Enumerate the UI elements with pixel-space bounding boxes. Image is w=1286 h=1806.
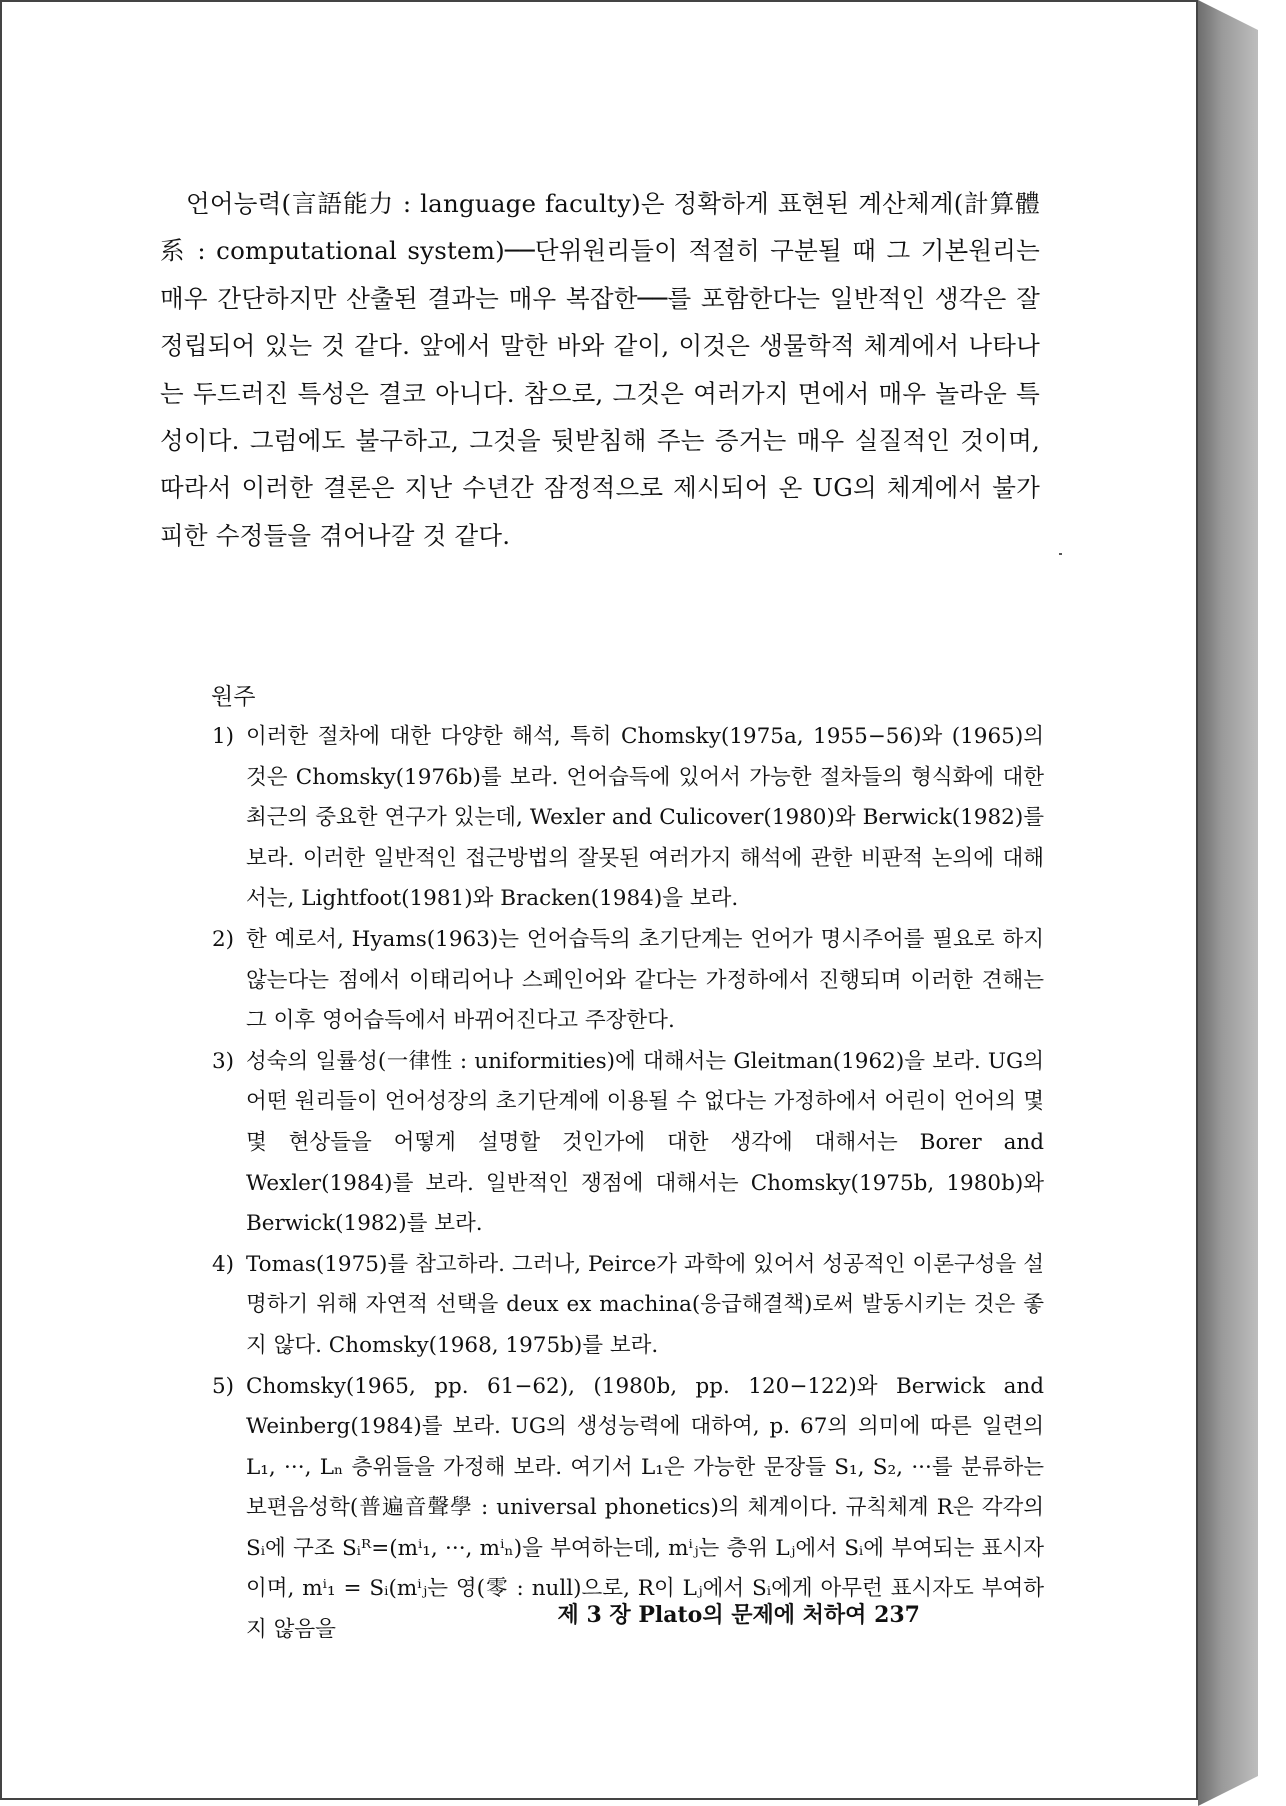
note-text: 이러한 절차에 대한 다양한 해석, 특히 Chomsky(1975a, 1955−56)와 (1965)의 것은 Chomsky(1976b)를 보라. 언어습득에 있어서 가능한 절차들의 형식화에 대한 최근의 중요한 연구가 있는데, Wexler and Culicover(1980)와 Berwick(1982)를 보라. 이러한 일반적인 접근방법의 잘못된 여러가지 해석에 관한 비판적 논의에 대해서는, Lightfoot(1981)와 Bracken(1984)을 보라. (246, 724, 1044, 912)
note-number: 4) (212, 1251, 235, 1277)
note-item (212, 717, 1044, 920)
note-text: 성숙의 일률성(一律性 : uniformities)에 대해서는 Gleitman(1962)을 보라. UG의 어떤 원리들이 언어성장의 초기단계에 이용될 수 없다는 가정하에서 어린이 언어의 몇몇 현상들을 어떻게 설명할 것인가에 대한 생각에 대해서는 Borer and Wexler(1984)를 보라. 일반적인 쟁점에 대해서는 Chomsky(1975b, 1980b)와 Berwick(1982)를 보라. (246, 1048, 1044, 1237)
note-number: 3) (212, 1048, 235, 1074)
note-number: 2) (212, 926, 235, 952)
page-footer: 제 3 장 Plato의 문제에 처하여 237 (557, 1602, 920, 1628)
note-item (212, 920, 1044, 1042)
note-text: 한 예로서, Hyams(1963)는 언어습득의 초기단계는 언어가 명시주어를 필요로 하지 않는다는 점에서 이태리어나 스페인어와 같다는 가정하에서 진행되며 이러한 견해는 그 이후 영어습득에서 바뀌어진다고 주장한다. (246, 926, 1044, 1034)
note-item (212, 1042, 1044, 1245)
notes-list (212, 717, 1044, 1651)
note-number: 5) (212, 1373, 235, 1399)
note-text: Chomsky(1965, pp. 61−62), (1980b, pp. 120−122)와 Berwick and Weinberg(1984)를 보라. UG의 생성능력에 대하여, p. 67의 의미에 따른 일련의 L₁, ···, Lₙ 층위들을 가정해 보라. 여기서 L₁은 가능한 문장들 S₁, S₂, ···를 분류하는 보편음성학(普遍音聲學 : universal phonetics)의 체계이다. 규칙체계 R은 각각의 Sᵢ에 구조 Sᵢᴿ=(mⁱ₁, ···, mⁱₙ)을 부여하는데, mⁱⱼ는 층위 Lⱼ에서 Sᵢ에 부여되는 표시자이며, mⁱ₁ = Sᵢ(mⁱⱼ는 영(零 : null)으로, R이 Lⱼ에서 Sᵢ에게 아무런 표시자도 부여하지 않음을 (246, 1373, 1044, 1643)
body-paragraph: 언어능력(言語能力 : language faculty)은 정확하게 표현된 계산체계(計算體系 : computational system)──단위원리들이 적절히 구분될 때 그 기본원리는 매우 간단하지만 산출된 결과는 매우 복잡한──를 포함한다는 일반적인 생각은 잘 정립되어 있는 것 같다. 앞에서 말한 바와 같이, 이것은 생물학적 체계에서 나타나는 두드러진 특성은 결코 아니다. 참으로, 그것은 여러가지 면에서 매우 놀라운 특성이다. 그럼에도 불구하고, 그것을 뒷받침해 주는 증거는 매우 실질적인 것이며, 따라서 이러한 결론은 지난 수년간 잠정적으로 제시되어 온 UG의 체계에서 불가피한 수정들을 겪어나갈 것 같다. (160, 189, 1040, 550)
page-edge-shadow (1198, 0, 1258, 1806)
note-text: Tomas(1975)를 참고하라. 그러나, Peirce가 과학에 있어서 성공적인 이론구성을 설명하기 위해 자연적 선택을 deux ex machina(응급해결책)로써 발동시키는 것은 좋지 않다. Chomsky(1968, 1975b)를 보라. (246, 1251, 1044, 1358)
note-number: 1) (212, 724, 235, 749)
notes-heading: 원주 (211, 684, 256, 710)
print-speck (1059, 553, 1062, 555)
note-item (212, 1245, 1044, 1367)
